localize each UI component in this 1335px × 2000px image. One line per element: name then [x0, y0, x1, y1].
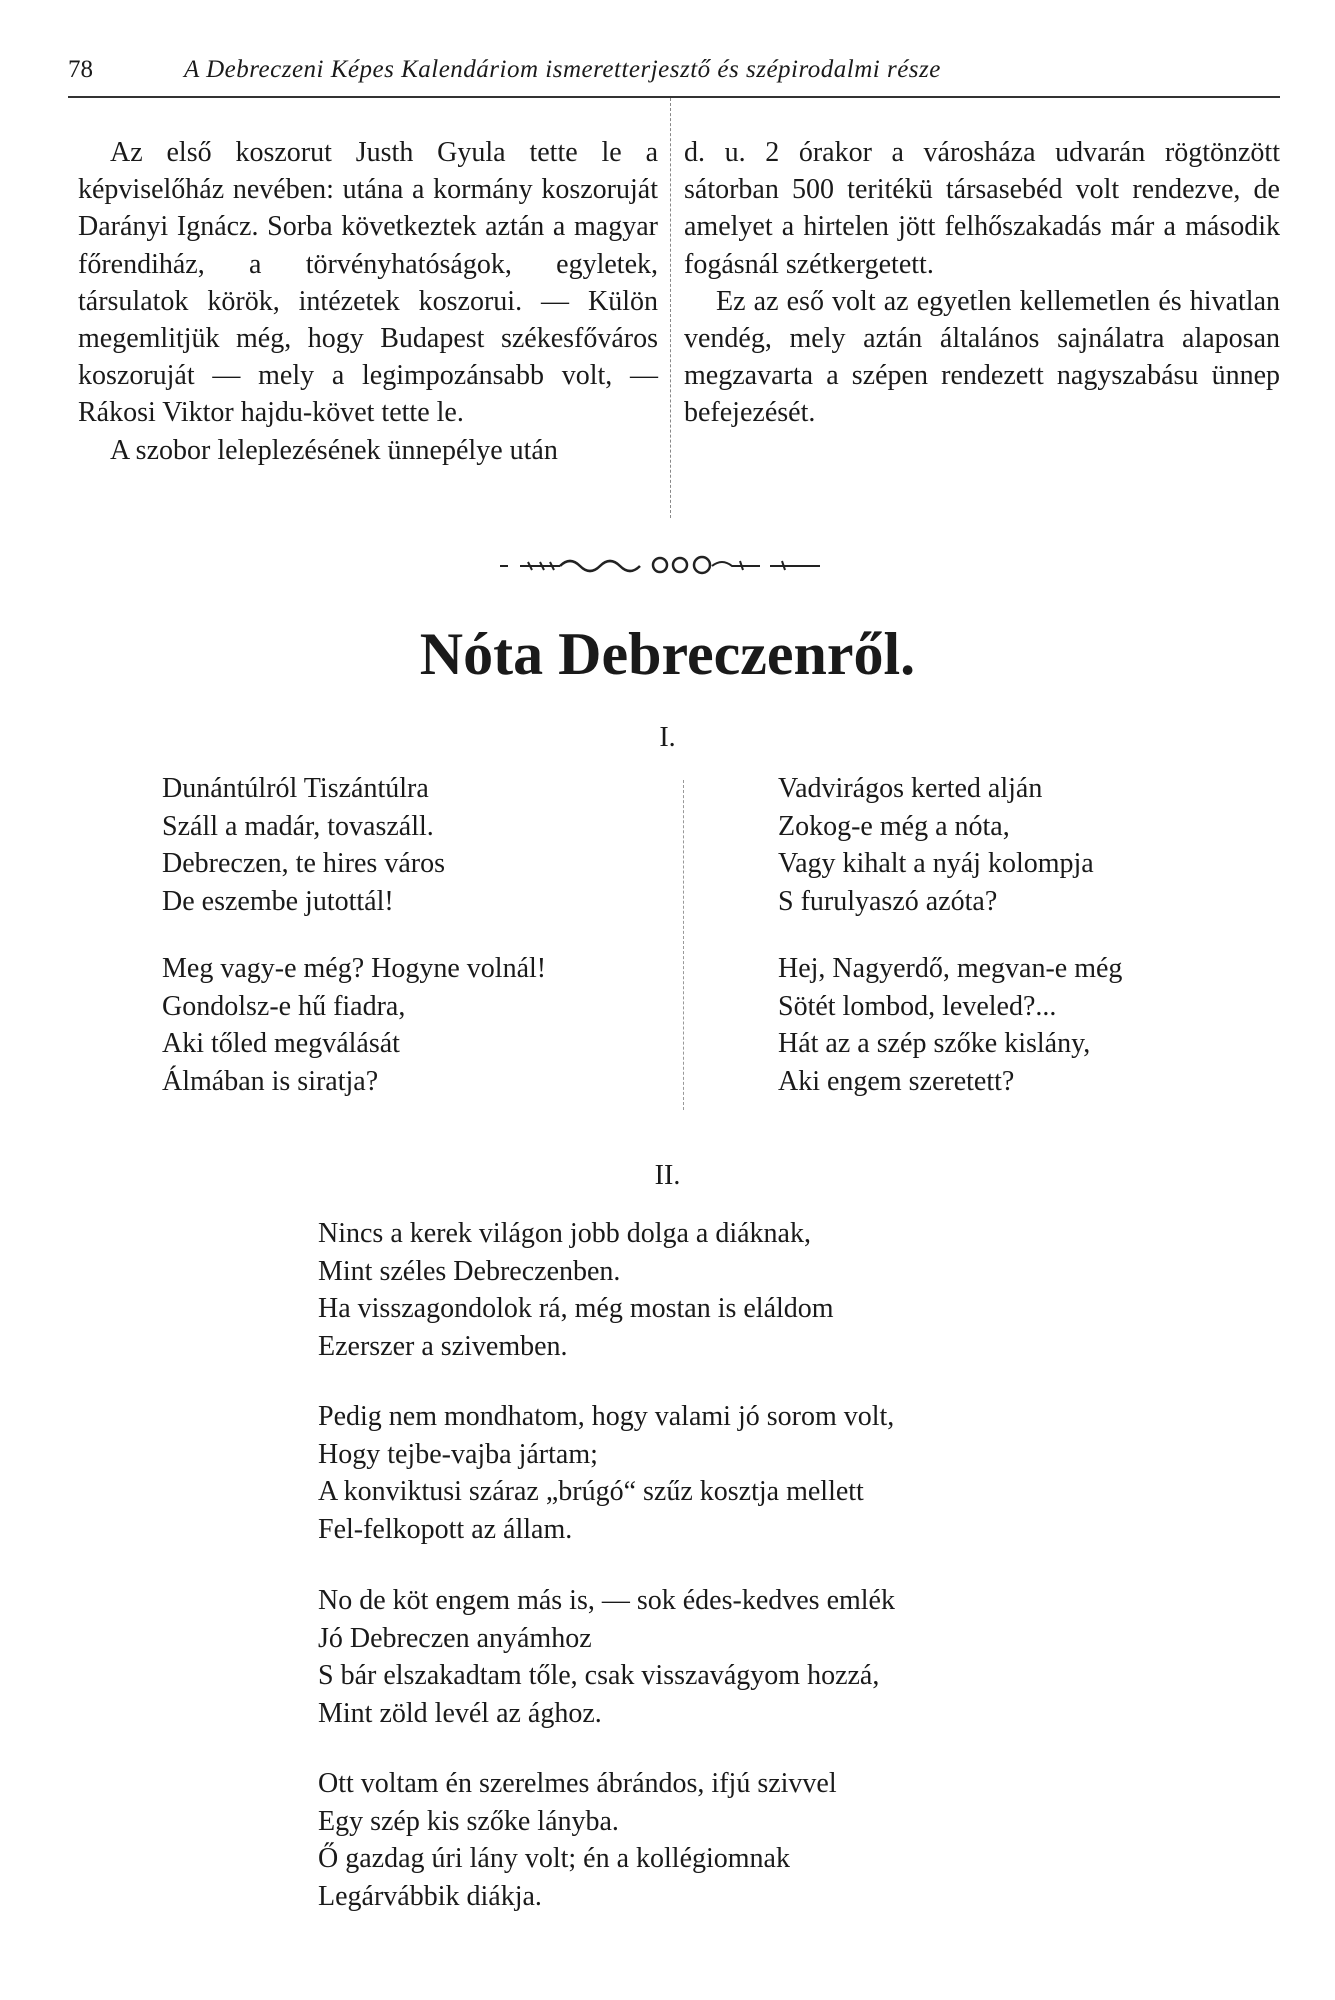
verse-line: Gondolsz-e hű fiadra,	[162, 990, 406, 1022]
verse-line: Mint széles Debreczenben.	[318, 1255, 621, 1287]
verse-line: Sötét lombod, leveled?...	[778, 990, 1057, 1022]
paragraph: Az első koszorut Justh Gyula tette le a képviselőház nevében: utána a kormány koszoruját Darányi Ignácz. Sorba következtek aztán a magyar főrendiház, a törvényhatóságok, egyletek, társulatok körök, intézetek koszorui. — Külön megemlitjük még, hogy Budapest székesfőváros koszoruját — mely a legimpozánsabb volt, — Rákosi Viktor hajdu-követ tette le.	[78, 137, 658, 429]
paragraph: Ez az eső volt az egyetlen kellemetlen és hivatlan vendég, mely aztán általános sajnálatra alaposan megzavarta a szépen rendezett nagyszabásu ünnep befejezését.	[684, 285, 1280, 429]
paragraph: A szobor leleplezésének ünnepélye után	[110, 434, 558, 466]
section-numeral: II.	[654, 1160, 681, 1191]
poem-title: Nóta Debreczenről.	[419, 621, 916, 687]
stanza	[318, 1398, 894, 1548]
verse-line: Hát az a szép szőke kislány,	[778, 1028, 1091, 1059]
verse-line: Dunántúlról Tiszántúlra	[162, 773, 429, 804]
verse-line: Hogy tejbe-vajba jártam;	[318, 1438, 598, 1470]
verse-line: Nincs a kerek világon jobb dolga a diáknak,	[318, 1218, 811, 1249]
verse-line: Ott voltam én szerelmes ábrándos, ifjú szivvel	[318, 1768, 837, 1799]
stanza	[318, 1765, 837, 1915]
verse-line: Ő gazdag úri lány volt; én a kollégiomnak	[318, 1843, 790, 1874]
verse-line: Mint zöld levél az ághoz.	[318, 1697, 602, 1729]
running-title: A Debreczeni Képes Kalendáriom ismeretterjesztő és szépirodalmi része	[184, 56, 941, 83]
verse-line: Fel-felkopott az állam.	[318, 1513, 573, 1545]
verse-line: Álmában is siratja?	[162, 1065, 379, 1097]
stanza	[318, 1582, 895, 1732]
stanza	[318, 1215, 834, 1365]
paragraph: d. u. 2 órakor a városháza udvarán rögtönzött sátorban 500 teritékü társasebéd volt rendezve, de amelyet a hirtelen jött felhőszakadás már a második fogásnál szétkergetett.	[684, 137, 1280, 280]
section-numeral: I.	[659, 722, 676, 753]
verse-line: S bár elszakadtam tőle, csak visszavágyom hozzá,	[318, 1660, 880, 1691]
verse-line: S furulyaszó azóta?	[778, 885, 998, 917]
verse-line: Pedig nem mondhatom, hogy valami jó sorom volt,	[318, 1401, 895, 1432]
verse-line: Hej, Nagyerdő, megvan-e még	[778, 953, 1123, 984]
stanza	[162, 950, 546, 1100]
article-right-column	[684, 134, 1280, 432]
stanza	[778, 950, 1122, 1100]
verse-line: Vadvirágos kerted alján	[778, 773, 1043, 804]
verse-line: Száll a madár, tovaszáll.	[162, 810, 434, 842]
verse-line: Ezerszer a szivemben.	[318, 1330, 568, 1362]
verse-line: Jó Debreczen anyámhoz	[318, 1622, 592, 1654]
page-number: 78	[68, 56, 93, 83]
verse-line: No de köt engem más is, — sok édes-kedves emlék	[318, 1585, 895, 1616]
column-divider	[670, 98, 671, 518]
article-left-column	[78, 134, 658, 469]
verse-line: A konviktusi száraz „brúgó“ szűz kosztja mellett	[318, 1476, 864, 1507]
running-header	[68, 52, 1278, 92]
verse-line: Vagy kihalt a nyáj kolompja	[778, 848, 1094, 879]
verse-line: Aki tőled megválását	[162, 1028, 400, 1059]
stanza	[778, 770, 1094, 920]
verse-line: Aki engem szeretett?	[778, 1065, 1015, 1097]
verse-line: Legárvábbik diákja.	[318, 1880, 542, 1912]
header-rule	[68, 96, 1280, 98]
verse-line: Zokog-e még a nóta,	[778, 810, 1010, 842]
verse-line: Egy szép kis szőke lányba.	[318, 1805, 619, 1837]
verse-line: De eszembe jutottál!	[162, 885, 394, 917]
verse-line: Ha visszagondolok rá, még mostan is eláldom	[318, 1293, 834, 1324]
stanza	[162, 770, 445, 920]
verse-line: Debreczen, te hires város	[162, 848, 445, 879]
verse-line: Meg vagy-e még? Hogyne volnál!	[162, 953, 547, 984]
column-divider	[683, 780, 684, 1110]
ornament-divider-icon	[500, 552, 860, 578]
